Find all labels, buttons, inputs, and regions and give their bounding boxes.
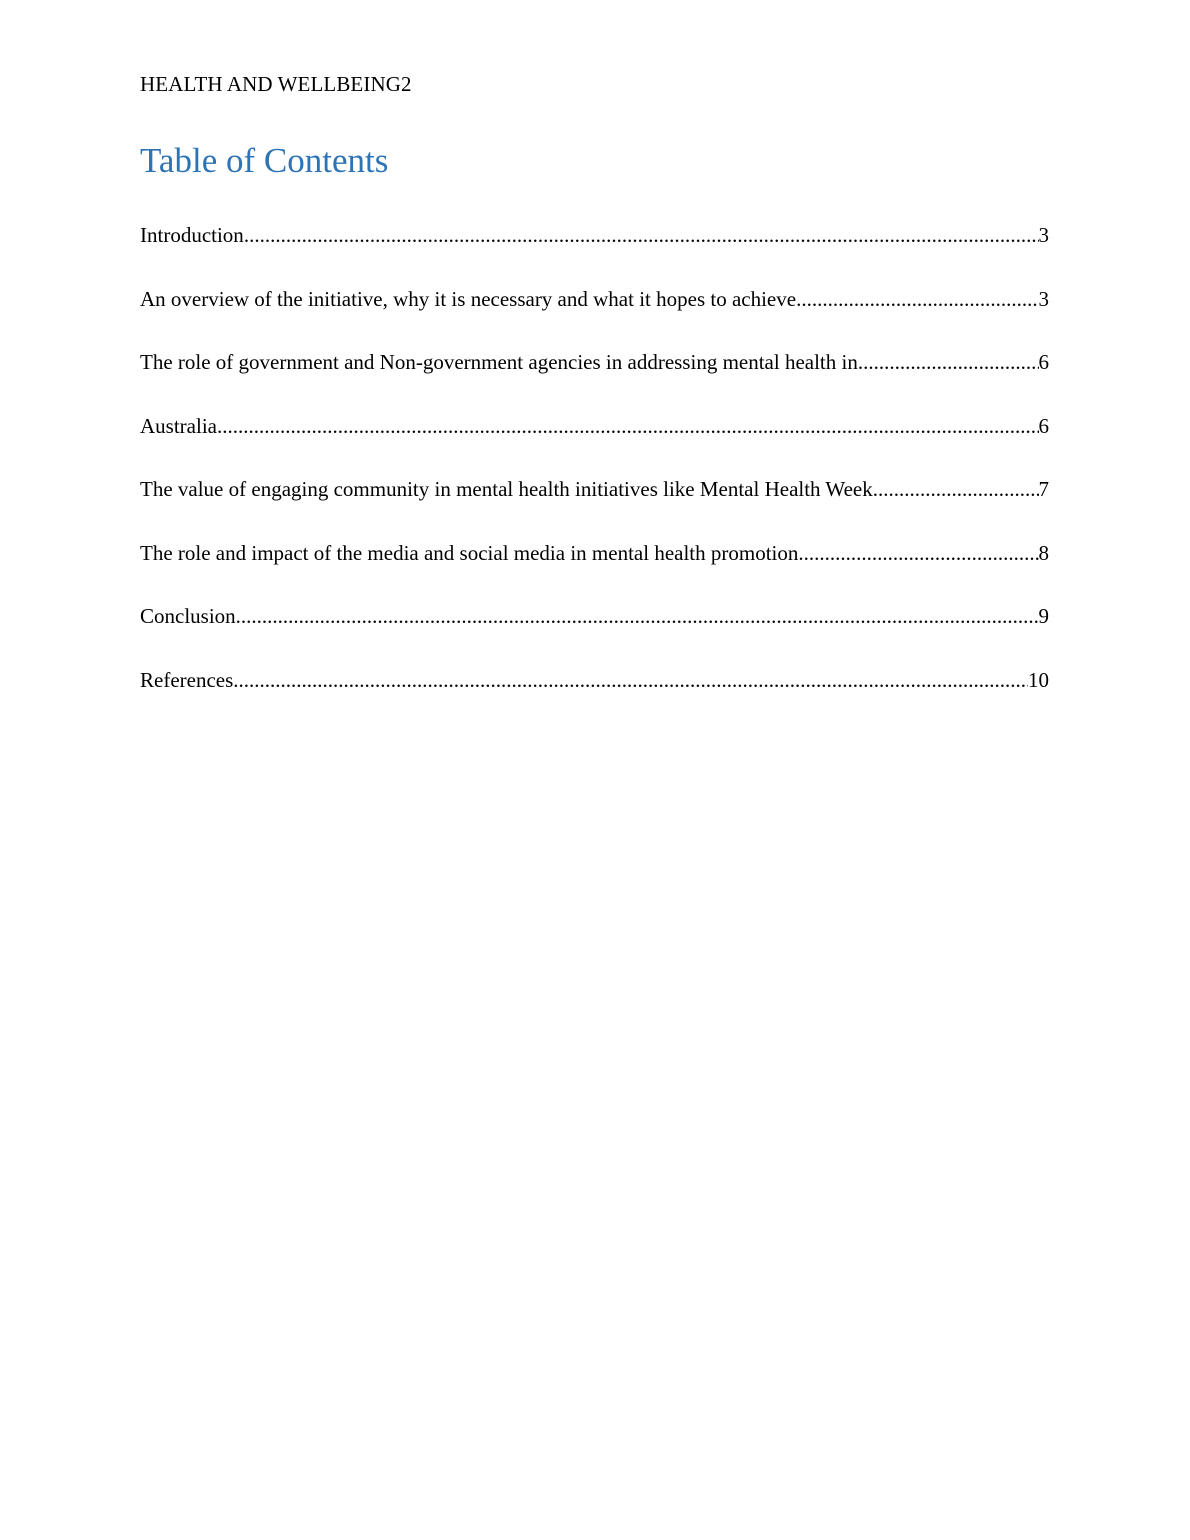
toc-entry-page-number: 3	[1038, 223, 1049, 247]
toc-entry-title: An overview of the initiative, why it is necessary and what it hopes to achieve	[140, 286, 797, 311]
toc-dot-leader	[236, 601, 1039, 631]
toc-dot-leader	[233, 665, 1028, 695]
toc-entry-media-role[interactable]	[140, 538, 1049, 602]
toc-entry-title: Introduction	[140, 223, 244, 247]
toc-entry-title: The role of government and Non-government agencies in addressing mental health in	[140, 350, 858, 374]
toc-entry-conclusion[interactable]	[140, 601, 1049, 665]
toc-entry-page-number: 7	[1038, 477, 1049, 501]
toc-dot-leader	[217, 411, 1039, 441]
toc-dot-leader	[858, 347, 1039, 377]
toc-entry-page-number: 6	[1038, 413, 1049, 438]
toc-entry-title: The value of engaging community in mental health initiatives like Mental Health Week	[140, 477, 873, 501]
toc-heading: Table of Contents	[140, 141, 389, 180]
toc-entry-page-number: 9	[1038, 604, 1049, 628]
toc-entry-page-number: 6	[1038, 350, 1049, 374]
toc-dot-leader	[873, 474, 1039, 504]
toc-entry-title: Conclusion	[140, 604, 236, 628]
toc-dot-leader	[798, 538, 1038, 568]
toc-entry-community-engagement[interactable]	[140, 474, 1049, 538]
toc-entry-page-number: 10	[1028, 667, 1049, 692]
toc-dot-leader	[244, 220, 1039, 250]
toc-dot-leader	[796, 284, 1038, 314]
toc-entry-title: Australia	[140, 413, 217, 438]
toc-entry-references[interactable]	[140, 665, 1049, 729]
toc-entry-australia[interactable]	[140, 411, 1049, 475]
toc-entry-role-of-government[interactable]	[140, 347, 1049, 411]
toc-list	[140, 220, 1049, 728]
toc-entry-introduction[interactable]	[140, 220, 1049, 284]
toc-entry-title: The role and impact of the media and social media in mental health promotion	[140, 540, 799, 565]
toc-entry-page-number: 8	[1038, 540, 1049, 565]
toc-entry-overview[interactable]	[140, 284, 1049, 348]
toc-entry-page-number: 3	[1038, 286, 1049, 311]
running-header: HEALTH AND WELLBEING2	[140, 72, 412, 96]
toc-entry-title: References	[140, 667, 234, 692]
